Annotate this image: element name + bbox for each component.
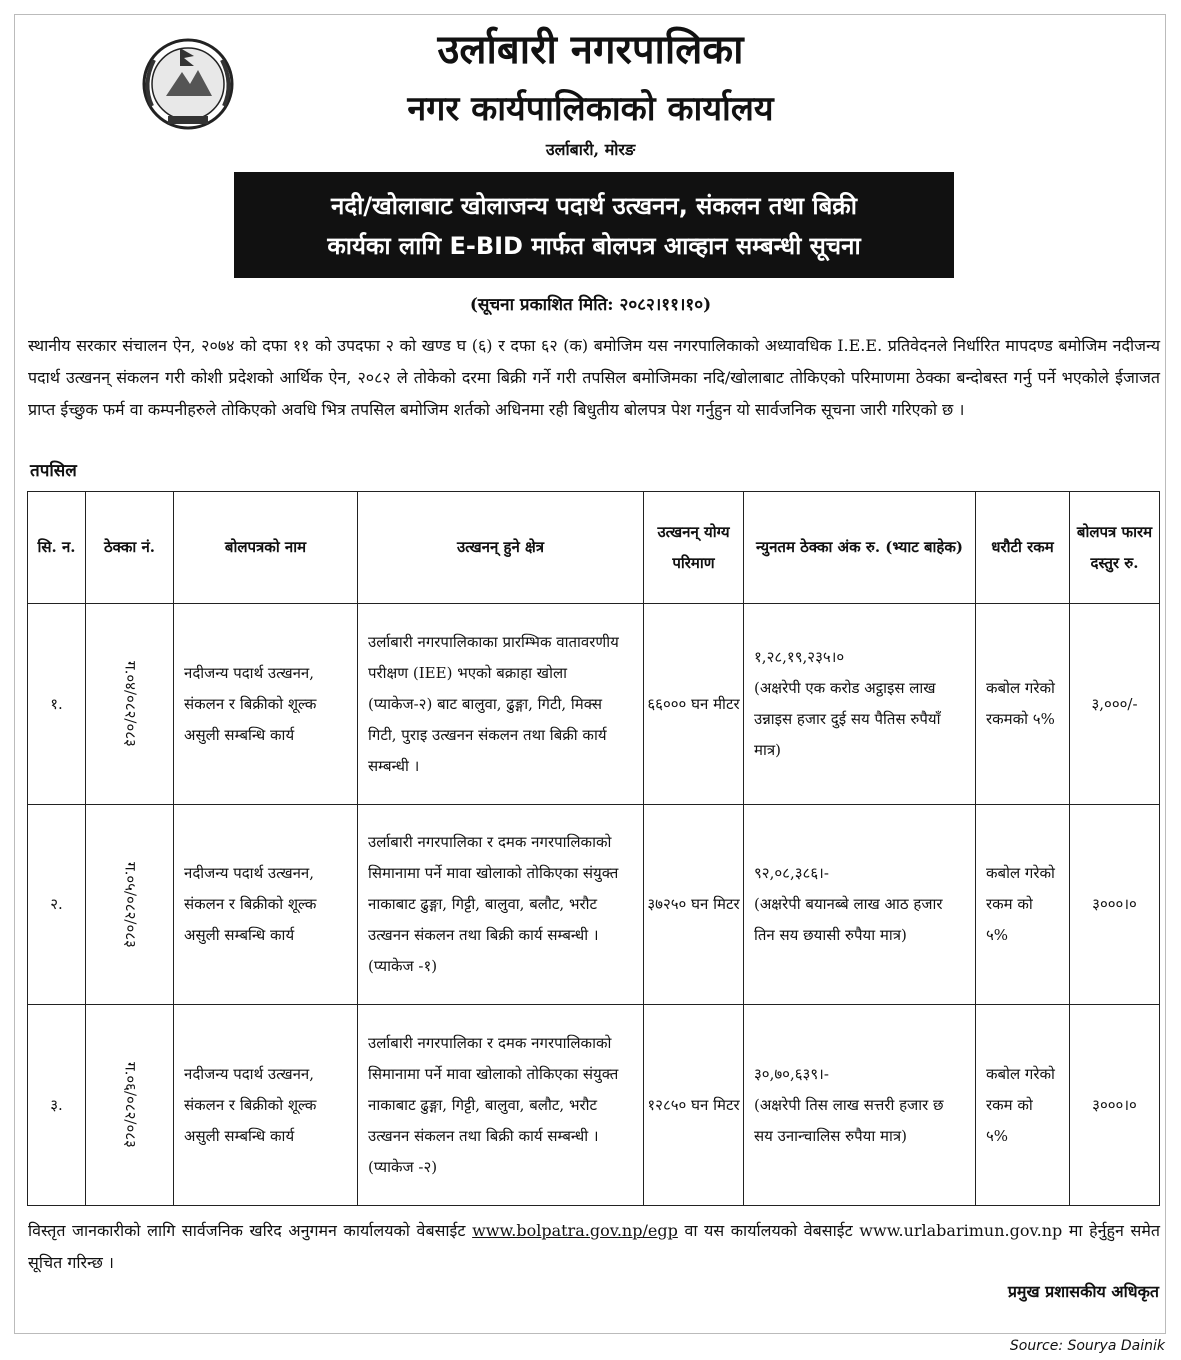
tender-table xyxy=(27,491,1160,1206)
row-contract-no: ग.०६/०८२/०८३ xyxy=(121,1062,139,1148)
row-form-fee: ३०००।० xyxy=(1070,1005,1160,1206)
row-bid-name: नदीजन्य पदार्थ उत्खनन, संकलन र बिक्रीको शूल्क असुली सम्बन्धि कार्य xyxy=(174,805,358,1005)
row-deposit: कबोल गरेको रकम को ५% xyxy=(976,805,1070,1005)
table-row xyxy=(28,604,1160,805)
row-deposit: कबोल गरेको रकम को ५% xyxy=(976,1005,1070,1206)
signatory: प्रमुख प्रशासकीय अधिकृत xyxy=(1007,1282,1159,1301)
header-area: उत्खनन् हुने क्षेत्र xyxy=(358,492,644,604)
header-form-fee: बोलपत्र फारम दस्तुर रु. xyxy=(1070,492,1160,604)
row-min-amount: १,२८,१९,२३५।० xyxy=(754,648,845,666)
office-subtitle: नगर कार्यपालिकाको कार्यालय xyxy=(407,89,774,129)
header-quantity: उत्खनन् योग्य परिमाण xyxy=(644,492,744,604)
row-area: उर्लाबारी नगरपालिका र दमक नगरपालिकाको सिमानामा पर्ने मावा खोलाको तोकिएका संयुक्त नाकाबाट ढुङ्गा, गिट्टी, बालुवा, बलौट, भरौट उत्खनन संकलन तथा बिक्री कार्य सम्बन्धी । (प्याकेज -२) xyxy=(358,1005,644,1206)
row-min-amount-words: (अक्षरेपी एक करोड अट्ठाइस लाख उन्नाइस हजार दुई सय पैतिस रुपैयाँ मात्र) xyxy=(754,679,941,759)
notice-body: स्थानीय सरकार संचालन ऐन, २०७४ को दफा ११ को उपदफा २ को खण्ड घ (६) र दफा ६२ (क) बमोजिम यस नगरपालिकाको अध्यावधिक I.E.E. प्रतिवेदनले निर्धारित मापदण्ड बमोजिम नदीजन्य पदार्थ उत्खनन् संकलन गरी कोशी प्रदेशको आर्थिक ऐन, २०८२ ले तोकेको दरमा बिक्री गर्ने गरी तपसिल बमोजिमका नदि/खोलाबाट तोकिएको परिमाणमा ठेक्का बन्दोबस्त गर्नु पर्ने भएकोले ईजाजत प्राप्त ईच्छुक फर्म वा कम्पनीहरुले तोकिएको अवधि भित्र तपसिल बमोजिम शर्तको अधिनमा रही बिधुतीय बोलपत्र पेश गर्नुहुन यो सार्वजनिक सूचना जारी गरिएको छ । xyxy=(28,336,1160,419)
row-min-amount-words: (अक्षरेपी बयानब्बे लाख आठ हजार तिन सय छयासी रुपैया मात्र) xyxy=(754,895,943,944)
notice-title-line2: कार्यका लागि E-BID मार्फत बोलपत्र आव्हान सम्बन्धी सूचना xyxy=(327,232,861,260)
row-quantity: १२८५० घन मिटर xyxy=(644,1005,744,1206)
header-sn: सि. न. xyxy=(28,492,86,604)
row-quantity: ३७२५० घन मिटर xyxy=(644,805,744,1005)
schedule-label: तपसिल xyxy=(30,461,77,481)
header-bid-name: बोलपत्रको नाम xyxy=(174,492,358,604)
row-area: उर्लाबारी नगरपालिका र दमक नगरपालिकाको सिमानामा पर्ने मावा खोलाको तोकिएका संयुक्त नाकाबाट ढुङ्गा, गिट्टी, बालुवा, बलौट, भरौट उत्खनन संकलन तथा बिक्री कार्य सम्बन्धी । (प्याकेज -१) xyxy=(358,805,644,1005)
row-sn: २. xyxy=(28,805,86,1005)
nepal-government-emblem xyxy=(132,26,244,138)
row-contract-no: ग.०५/०८२/०८३ xyxy=(121,861,139,948)
office-name: उर्लाबारी नगरपालिका xyxy=(437,27,744,73)
row-form-fee: ३०००।० xyxy=(1070,805,1160,1005)
row-deposit: कबोल गरेको रकमको ५% xyxy=(976,604,1070,805)
source-credit: Source: Sourya Dainik xyxy=(1009,1338,1165,1354)
office-website-link[interactable]: www.urlabarimun.gov.np xyxy=(859,1221,1063,1240)
table-row xyxy=(28,805,1160,1005)
footer-text-middle: वा यस कार्यालयको वेबसाईट xyxy=(684,1221,853,1240)
header-min-amount: न्युनतम ठेक्का अंक रु. (भ्याट बाहेक) xyxy=(744,492,976,604)
row-contract-no: ग.०४/०८२/०८३ xyxy=(121,661,139,747)
row-area: उर्लाबारी नगरपालिकाका प्रारम्भिक वातावरणीय परीक्षण (IEE) भएको बक्राहा खोला (प्याकेज-२) बाट बालुवा, ढुङ्गा, गिटी, मिक्स गिटी, पुराइ उत्खनन संकलन तथा बिक्री कार्य सम्बन्धी । xyxy=(358,604,644,805)
row-bid-name: नदीजन्य पदार्थ उत्खनन, संकलन र बिक्रीको शूल्क असुली सम्बन्धि कार्य xyxy=(174,1005,358,1206)
row-form-fee: ३,०००/- xyxy=(1070,604,1160,805)
row-min-amount-cell xyxy=(744,1005,976,1206)
row-min-amount: ३०,७०,६३९।- xyxy=(754,1064,829,1083)
row-contract-no-cell xyxy=(86,1005,174,1206)
row-min-amount-cell xyxy=(744,805,976,1005)
row-sn: ३. xyxy=(28,1005,86,1206)
notice-title-banner xyxy=(234,172,954,278)
footer-text-before: विस्तृत जानकारीको लागि सार्वजनिक खरिद अनुगमन कार्यालयको वेबसाईट xyxy=(28,1221,466,1240)
table-row xyxy=(28,1005,1160,1206)
row-contract-no-cell xyxy=(86,805,174,1005)
published-date: (सूचना प्रकाशित मिति: २०८२।११।१०) xyxy=(469,295,712,315)
row-bid-name: नदीजन्य पदार्थ उत्खनन, संकलन र बिक्रीको शूल्क असुली सम्बन्धि कार्य xyxy=(174,604,358,805)
row-quantity: ६६००० घन मीटर xyxy=(644,604,744,805)
footer-note xyxy=(28,1215,1160,1279)
row-sn: १. xyxy=(28,604,86,805)
footer-text-after: मा हेर्नुहुन समेत सूचित गरिन्छ । xyxy=(28,1221,1161,1272)
header-deposit: धरौटी रकम xyxy=(976,492,1070,604)
row-min-amount: ९२,०८,३८६।- xyxy=(754,864,829,882)
notice-title-line1: नदी/खोलाबाट खोलाजन्य पदार्थ उत्खनन, संकलन तथा बिक्री xyxy=(331,192,857,220)
header-contract-no: ठेक्का नं. xyxy=(86,492,174,604)
row-min-amount-cell xyxy=(744,604,976,805)
egp-link[interactable]: www.bolpatra.gov.np/egp xyxy=(472,1221,678,1240)
table-header-row xyxy=(28,492,1160,604)
row-contract-no-cell xyxy=(86,604,174,805)
office-location: उर्लाबारी, मोरङ xyxy=(545,140,636,159)
row-min-amount-words: (अक्षरेपी तिस लाख सत्तरी हजार छ सय उनान्चालिस रुपैया मात्र) xyxy=(754,1095,944,1145)
